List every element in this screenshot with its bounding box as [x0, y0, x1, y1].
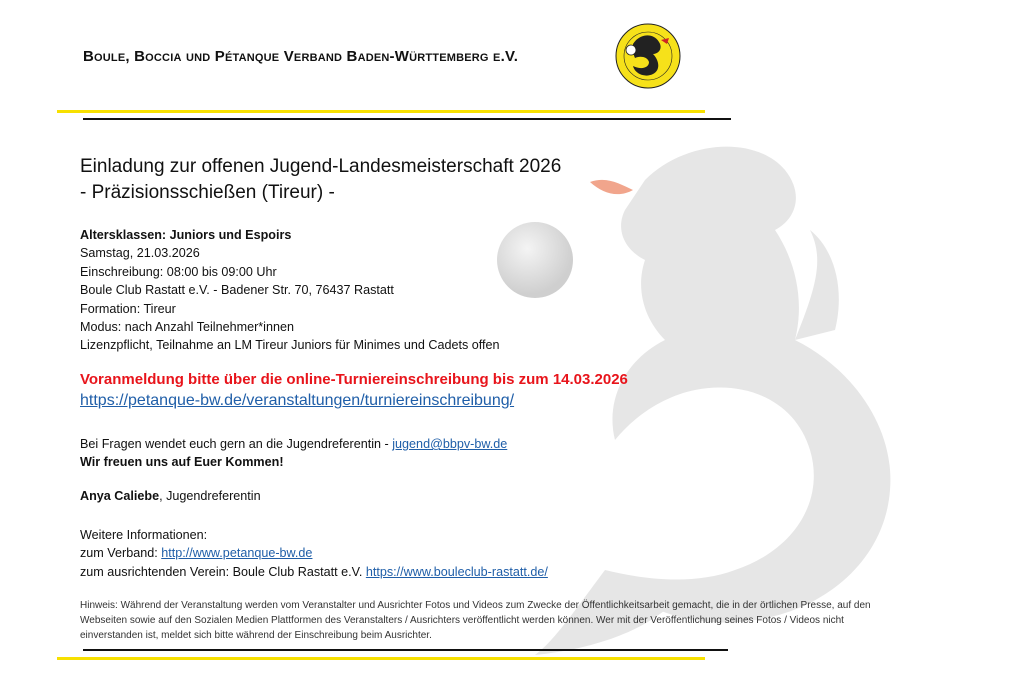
- age-classes: Altersklassen: Juniors und Espoirs: [80, 228, 292, 242]
- license-info: Lizenzpflicht, Teilnahme an LM Tireur Juniors für Minimes und Cadets offen: [80, 338, 500, 353]
- preregistration-link[interactable]: https://petanque-bw.de/veranstaltungen/turniereinschreibung/: [80, 392, 515, 409]
- signer: [80, 489, 261, 503]
- event-title: Einladung zur offenen Jugend-Landesmeisterschaft 2026: [80, 156, 562, 177]
- mode: Modus: nach Anzahl Teilnehmer*innen: [80, 320, 295, 335]
- registration-time: Einschreibung: 08:00 bis 09:00 Uhr: [80, 264, 277, 279]
- event-subtitle: - Präzisionsschießen (Tireur) -: [80, 182, 335, 203]
- club-label: zum ausrichtenden Verein: Boule Club Rastatt e.V.: [80, 564, 366, 579]
- event-date: Samstag, 21.03.2026: [80, 246, 200, 261]
- association-link[interactable]: http://www.petanque-bw.de: [161, 546, 313, 561]
- club-link[interactable]: https://www.bouleclub-rastatt.de/: [365, 564, 548, 579]
- association-label: zum Verband:: [80, 546, 162, 561]
- event-details: [80, 226, 500, 355]
- privacy-note: Hinweis: Während der Veranstaltung werden vom Veranstalter und Ausrichter Fotos und Videos zum Zwecke der Öffentlichkeitsarbeit gemacht, die in der örtlichen Presse, auf den Webseiten sowie auf den Sozialen Medien Plattformen des Veranstalters / Ausrichters veröffentlicht werden können. Wer mit der Veröffentlichung seines Fotos / Videos nicht einverstanden ist, meldet sich bitte während der Einschreibung beim Ausrichter.: [80, 600, 871, 641]
- header-black-rule: [83, 118, 731, 120]
- signer-name: Anya Caliebe: [80, 489, 160, 503]
- venue: Boule Club Rastatt e.V. - Badener Str. 70, 76437 Rastatt: [80, 283, 394, 298]
- header-yellow-rule: [57, 110, 705, 113]
- welcome-text: Wir freuen uns auf Euer Kommen!: [80, 455, 284, 470]
- footer-yellow-rule: [57, 657, 705, 660]
- signer-role: , Jugendreferentin: [159, 489, 261, 503]
- formation: Formation: Tireur: [80, 301, 176, 316]
- footer-black-rule: [83, 649, 728, 651]
- contact-email-link[interactable]: jugend@bbpv-bw.de: [392, 437, 508, 451]
- more-info-block: [80, 526, 548, 581]
- association-name: Boule, Boccia und Pétanque Verband Baden-Württemberg e.V.: [83, 48, 519, 65]
- association-logo: [613, 14, 683, 94]
- more-info-heading: Weitere Informationen:: [80, 528, 208, 542]
- preregistration-notice: Voranmeldung bitte über die online-Turniereinschreibung bis zum 14.03.2026: [80, 371, 628, 388]
- lion-watermark-graphic: [495, 140, 915, 660]
- questions-text: Bei Fragen wendet euch gern an die Jugendreferentin -: [80, 437, 393, 451]
- contact-block: [80, 435, 507, 472]
